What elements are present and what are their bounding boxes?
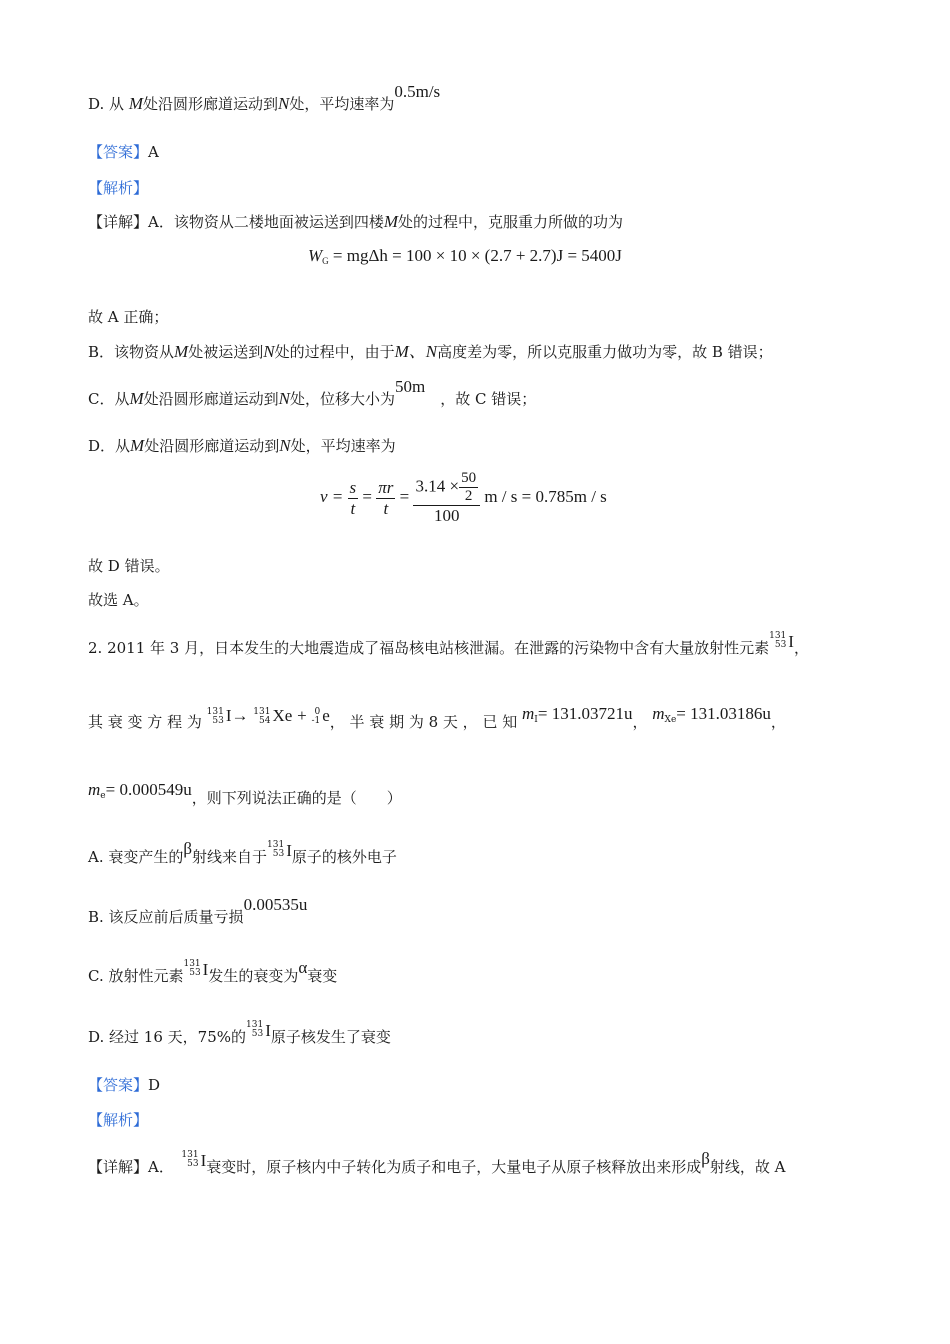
option-b: B. 该反应前后质量亏损0.00535u xyxy=(88,895,308,926)
text: C．从 xyxy=(88,390,130,408)
detail-1 xyxy=(88,212,623,232)
text: D. 从 xyxy=(88,95,125,113)
beta-symbol: β xyxy=(183,839,193,858)
var-m: M xyxy=(130,436,145,455)
answer-label: 【答案】 xyxy=(88,143,149,161)
var-mn: M、N xyxy=(394,342,438,361)
text: ，故 C 错误； xyxy=(440,390,537,408)
equation-body: = mgΔh = 100 × 10 × (2.7 + 2.7)J = 5400J xyxy=(332,246,622,265)
var-m: M xyxy=(129,389,144,408)
detail-2: 【详解】A． 131 53 I衰变时，原子核内中子转化为质子和电子，大量电子从原子核释放出来形成β射线，故 A xyxy=(88,1149,786,1176)
answer-label: 【答案】 xyxy=(88,1076,149,1094)
text: 故选 A。 xyxy=(88,591,149,609)
option-c-explain xyxy=(88,377,537,409)
equation-work xyxy=(308,246,622,266)
var-w: W xyxy=(308,246,323,265)
question-2-equation-line: 其 衰 变 方 程 为 131 53 I→ 131 54 Xe + 0 -1 e， 半 衰 期 为 8 天 ， 已 知 $m^I= 131.03721u$， $m^{Xe}= 131.03186u$， xyxy=(88,704,786,731)
text: D．从 xyxy=(88,437,131,455)
text: 2. 2011 年 3 月，日本发生的大地震造成了福岛核电站核泄漏。在泄露的污染物中含有大量放射性元素 xyxy=(88,639,770,657)
text: 处沿圆形廊道运动到 xyxy=(143,390,279,408)
text: 高度差为零，所以克服重力做功为零，故 B 错误； xyxy=(437,343,773,361)
analysis-2 xyxy=(88,1110,148,1130)
text: 处沿圆形廊道运动到 xyxy=(144,437,280,455)
var-n: N xyxy=(278,389,291,408)
value-mass-defect: 0.00535u xyxy=(243,895,308,914)
fraction-big: 3.14 × $\frac{50}{2}$ 100 xyxy=(413,470,480,526)
var-m: M xyxy=(174,342,189,361)
text: 故 A 正确； xyxy=(88,308,169,326)
option-d-line xyxy=(88,82,441,114)
text: 处被运送到 xyxy=(188,343,264,361)
detail-label: 【详解】 xyxy=(88,213,149,231)
alpha-symbol: α xyxy=(298,958,308,977)
fraction-pir-t: $\frac{\pi r}{t}$ xyxy=(378,477,394,518)
answer-value: A xyxy=(148,143,159,161)
option-c: C. 放射性元素 131 53 I发生的衰变为α衰变 xyxy=(88,958,338,985)
text: 处沿圆形廊道运动到 xyxy=(142,95,278,113)
answer-2 xyxy=(88,1075,160,1095)
text: 处的过程中，克服重力所做的功为 xyxy=(398,213,624,231)
text: A．该物资从二楼地面被运送到四楼 xyxy=(148,213,384,231)
text: 处的过程中，由于 xyxy=(274,343,395,361)
option-a: A. 衰变产生的β射线来自于 131 53 I原子的核外电子 xyxy=(88,839,397,866)
analysis-label: 【解析】 xyxy=(88,179,149,197)
option-d: D. 经过 16 天，75%的 131 53 I原子核发生了衰变 xyxy=(88,1020,391,1046)
conclusion-d xyxy=(88,556,170,576)
final-choice-1 xyxy=(88,590,149,610)
var-n: N xyxy=(279,436,291,455)
var-v: v = xyxy=(320,486,344,506)
answer-1 xyxy=(88,142,159,162)
option-b-explain xyxy=(88,342,773,362)
answer-value: D xyxy=(148,1076,161,1094)
sub-g: G xyxy=(322,256,329,266)
var-m: M xyxy=(383,212,399,231)
analysis-1 xyxy=(88,178,148,198)
value-displacement: 50m xyxy=(395,377,426,396)
value-speed: 0.5m/s xyxy=(394,82,441,101)
var-n: N xyxy=(278,94,290,113)
equation-body: m / s = 0.785m / s xyxy=(484,486,607,506)
equation-speed: v = $\frac{s}{t}$ = $\frac{\pi r}{t}$ = 3.14 × $\frac{50}{2}$ 100 m / s = 0.785m / s xyxy=(320,470,607,525)
var-n: N xyxy=(263,342,275,361)
analysis-label: 【解析】 xyxy=(88,1111,149,1129)
text: 处，平均速率为 xyxy=(290,437,396,455)
text: 其 衰 变 方 程 为 xyxy=(88,713,202,731)
conclusion-a xyxy=(88,307,168,327)
question-2-me-line: $m^e= 0.000549u$，则下列说法正确的是（ ） xyxy=(88,780,402,807)
question-2-stem: 2. 2011 年 3 月，日本发生的大地震造成了福岛核电站核泄漏。在泄露的污染物中含有大量放射性元素 131 53 I， xyxy=(88,631,809,657)
fraction-s-t: $\frac{s}{t}$ xyxy=(349,477,357,518)
text: 处，平均速率为 xyxy=(289,95,395,113)
beta-symbol: β xyxy=(701,1149,710,1168)
text: 处，位移大小为 xyxy=(290,390,396,408)
var-m: M xyxy=(128,94,143,113)
text: B．该物资从 xyxy=(88,343,175,361)
option-d-explain xyxy=(88,436,396,456)
isotope-i131: 131 53 xyxy=(769,631,787,650)
text: 故 D 错误。 xyxy=(88,557,170,575)
